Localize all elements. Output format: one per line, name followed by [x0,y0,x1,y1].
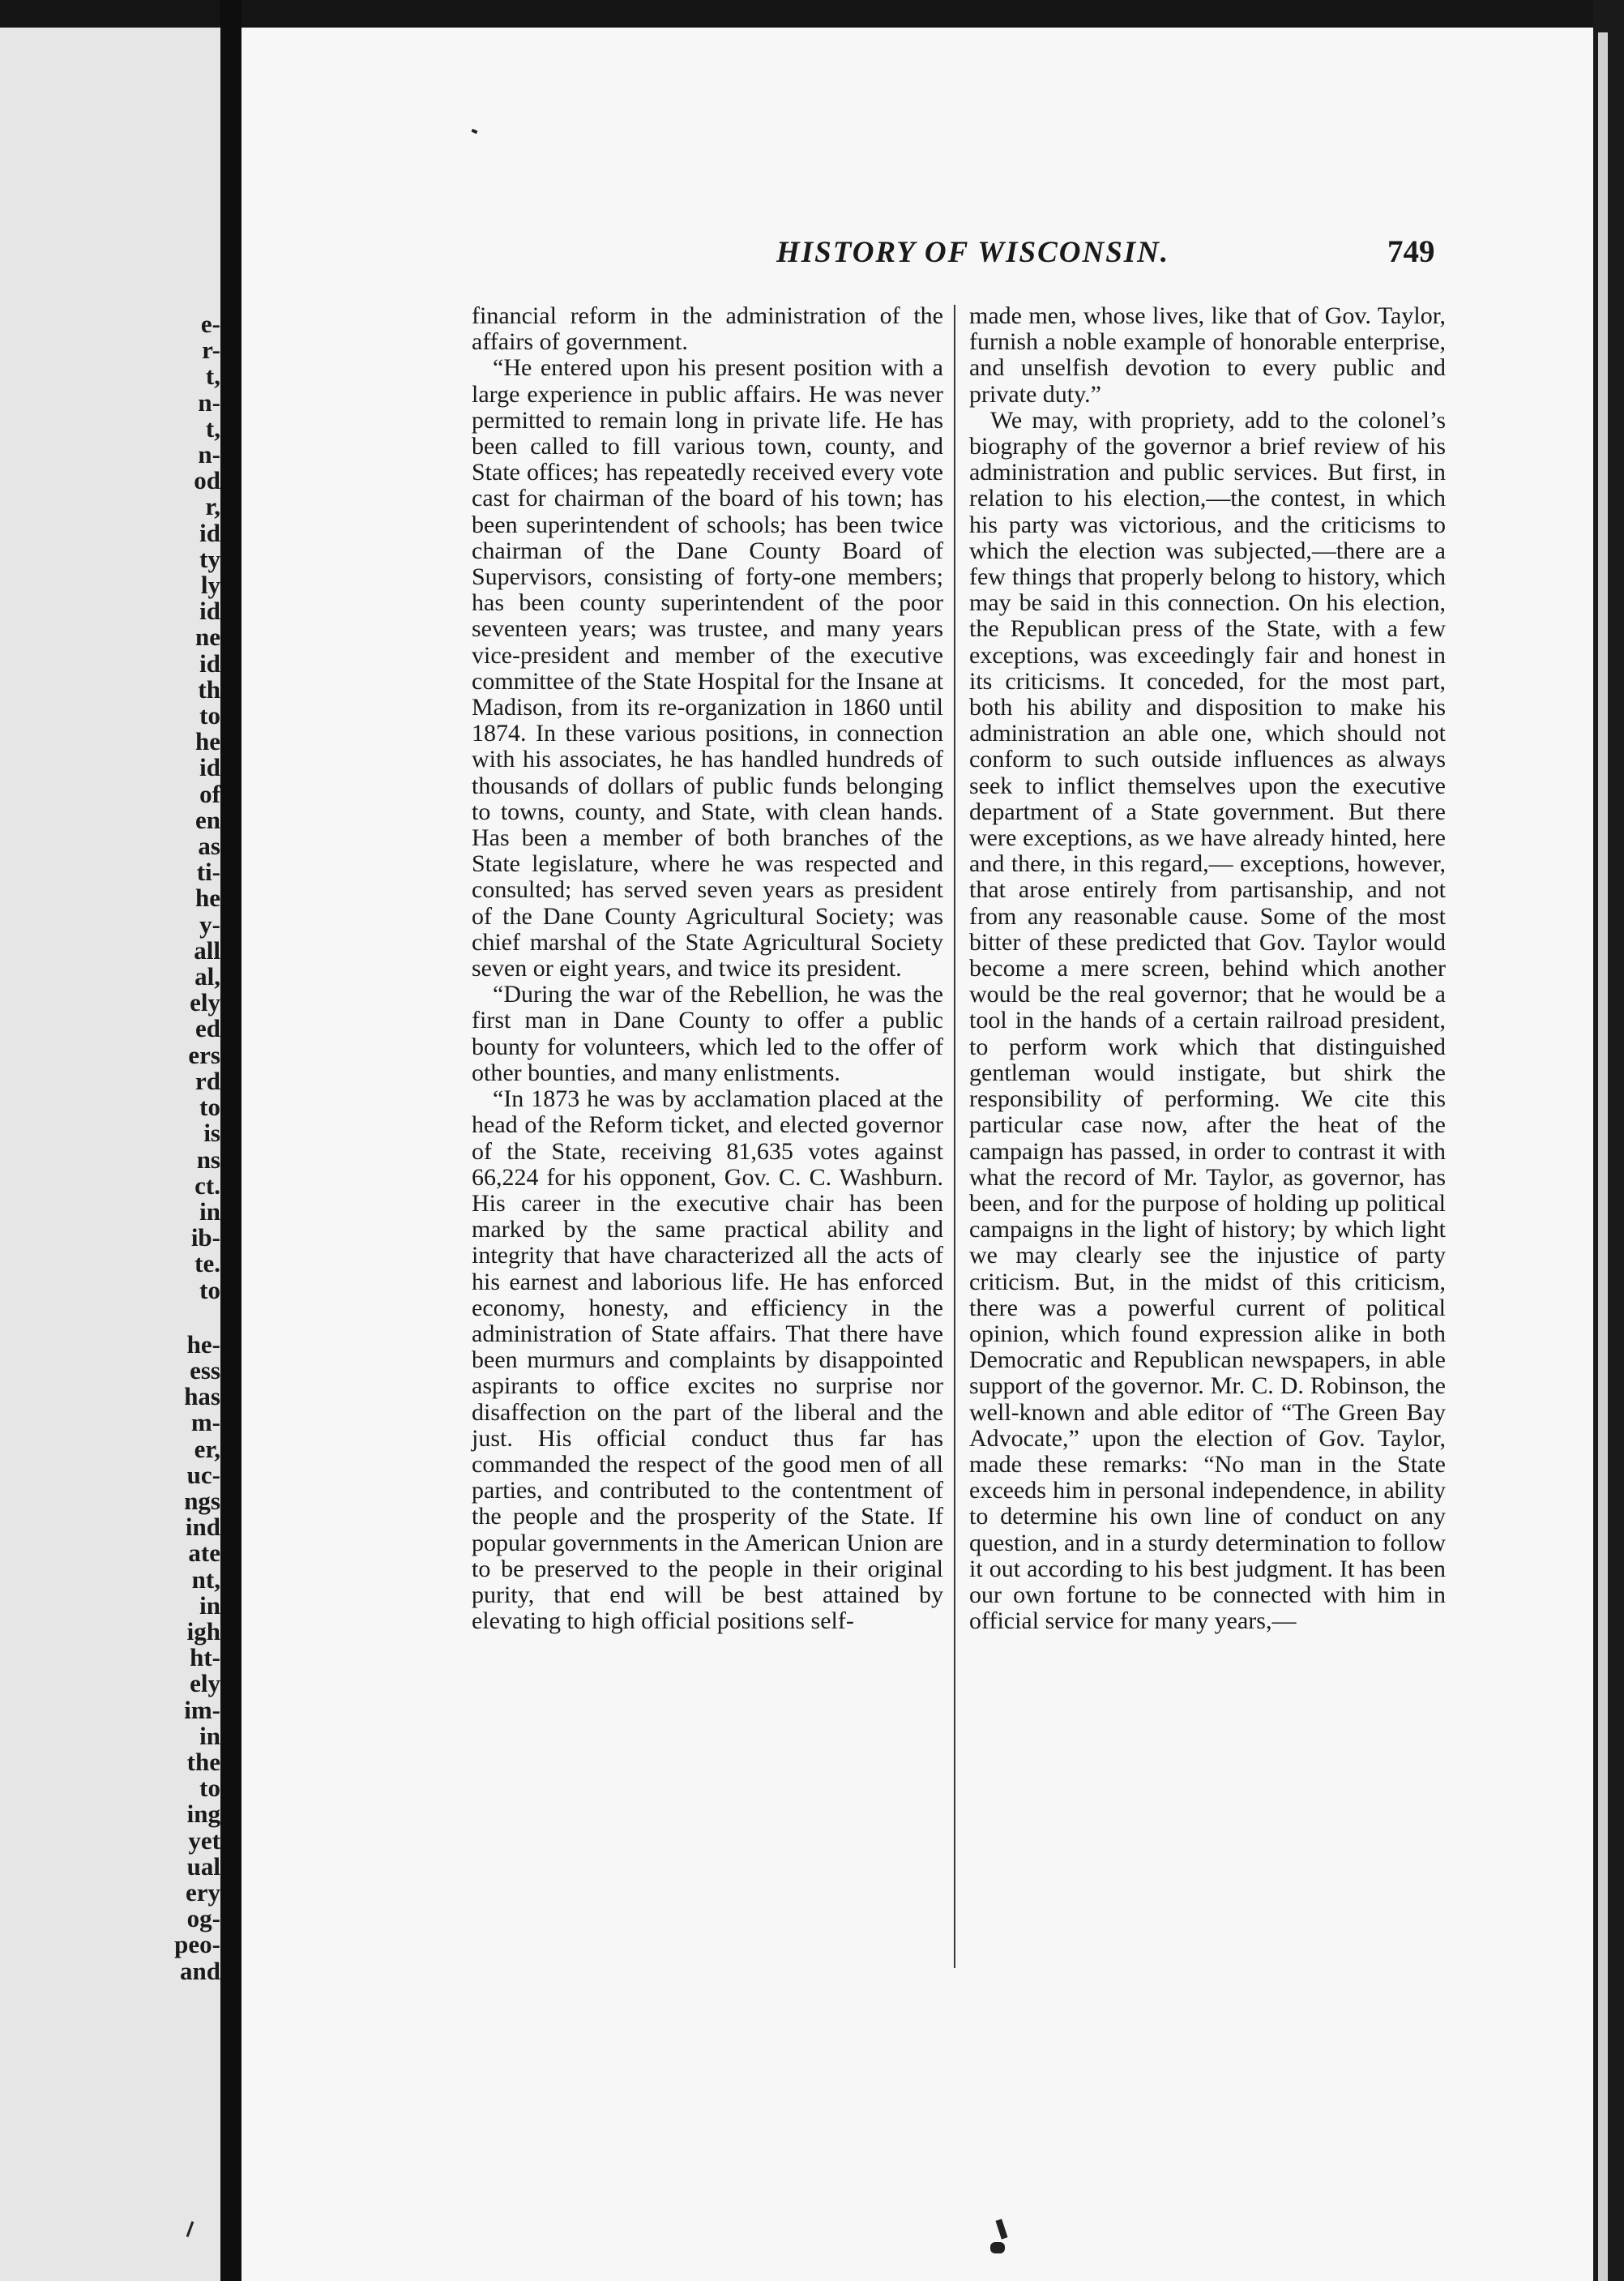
left-page-fragment: has [184,1382,220,1411]
left-page-fragment: of [199,779,220,808]
left-page-fragment: id [199,597,220,626]
paragraph: financial reform in the administration of the affairs of government. [472,302,943,356]
left-page-fragment: ers [188,1040,220,1069]
left-page-fragment: t, [205,413,220,443]
left-page-fragment: ely [190,988,220,1017]
running-head-title: HISTORY OF WISCONSIN. [776,236,1170,269]
left-page-fragment: n- [198,440,220,469]
page-edge-strip [1598,32,1608,2281]
left-page-fragment: ess [190,1355,220,1384]
left-page-fragment: er, [194,1434,220,1463]
left-page-fragment: ne [195,623,220,652]
paragraph: “During the war of the Rebellion, he was the first man in Dane County to offer a public bounty for volunteers, which led to the offer of other bounties, and many enlistments. [472,981,943,1086]
left-page-fragment: to [199,1774,220,1803]
left-page-fragment: og- [186,1904,220,1933]
text-column-right [969,303,1446,1634]
left-page-fragment: e- [200,310,220,338]
left-page-fragment: ery [185,1877,220,1907]
paragraph: “He entered upon his present position with a large experience in public affairs. He was never permitted to remain long in private life. He has been called to fill various town, county, and State offices; has repeatedly received every vote cast for chairman of the board of his town; has been superintendent of schools; has been twice chairman of the Dane County Board of Supervisors, consisting of forty-one members; has been county superintendent of the poor seventeen years; was trustee, and many years vice-president and member of the executive committee of the State Hospital for the Insane at Madison, from its re-organization in 1860 until 1874. In these various positions, in connection with his associates, he has handled hundreds of thousands of dollars of public funds belonging to towns, county, and State, with clean hands. Has been a member of both branches of the State legislature, where he was respected and consulted; has served seven years as president of the Dane County Agricultural Society; was chief marshal of the State Agricultural Society seven or eight years, and twice its president. [472,354,943,982]
left-page-fragment: t, [205,362,220,391]
left-page-fragment: in [199,1196,220,1226]
scan-top-border [0,0,1624,28]
left-page-line-fragments [169,311,220,1984]
adjacent-left-page [0,28,220,2281]
left-page-fragment: od [194,466,220,495]
paragraph: We may, with propriety, add to the colonel’s biography of the governor a brief review of his administration and public services. But first, in relation to his election,—the contest, in which his party was victorious, and the criticisms to which the election was subjected,—there are a few things that properly belong to history, which may be said in this connection. On his election, the Republican press of the State, with a few exceptions, was exceedingly fair and honest in its criticisms. It conceded, for the most part, both his ability and disposition to make his administration an able one, which should not conform to such outside influences as always seek to inflict themselves upon the executive department of a State government. But there were exceptions, as we have already hinted, here and there, in this regard,— exceptions, however, that arose entirely from partisanship, and not from any reasonable cause. Some of the most bitter of these predicted that Gov. Taylor would become a mere screen, behind which another would be the real governor; that he would be a tool in the hands of a certain railroad president, to perform work which that distinguished gentleman would instigate, but shirk the responsibility of performing. We cite this particular case now, after the heat of the campaign has passed, in order to contrast it with what the record of Mr. Taylor, as governor, has been, and for the purpose of holding up political campaigns in the light of history; by which light we may clearly see the injustice of party criticism. But, in the midst of this criticism, there was a powerful current of political opinion, which found expression alike in both Democratic and Republican newspapers, in able support of the governor. Mr. C. D. Robinson, the well-known and able editor of “The Green Bay Advocate,” upon the election of Gov. Taylor, made these remarks: “No man in the State exceeds him in personal independence, in ability to determine his own line of conduct on any question, and in a sturdy determination to follow it out according to his best judgment. It has been our own fortune to be connected with him in official service for many years,— [969,406,1446,1635]
left-page-fragment: nt, [191,1564,220,1594]
left-page-fragment: and [180,1956,220,1985]
text-column-left [472,303,943,1634]
left-page-fragment: al, [194,962,220,991]
left-page-fragment: to [199,1093,220,1122]
left-page-fragment: r- [202,336,220,365]
page-number: 749 [1387,234,1435,269]
left-page-fragment: igh [186,1616,220,1645]
left-page-fragment: im- [184,1695,220,1724]
left-page-fragment: the [186,1747,220,1776]
left-page-fragment: ely [190,1669,220,1698]
left-page-fragment: ing [186,1800,220,1829]
left-page-fragment: ly [200,571,220,600]
paragraph: made men, whose lives, like that of Gov. Taylor, furnish a noble example of honorable enterprise, and unselfish devotion to every public and private duty.” [969,302,1446,408]
left-page-fragment: ind [185,1513,220,1542]
left-page-fragment: id [199,753,220,782]
left-page-fragment: id [199,648,220,678]
left-page-fragment: te. [194,1249,220,1278]
left-page-fragment: yet [188,1825,220,1855]
left-page-fragment: id [199,518,220,547]
left-page-fragment: ed [195,1014,220,1043]
left-page-fragment: he [195,884,220,913]
left-page-fragment: n- [198,387,220,417]
left-page-fragment: in [199,1721,220,1750]
left-page-fragment: m- [190,1408,220,1437]
left-page-fragment: as [198,832,220,861]
left-page-fragment: ib- [190,1223,220,1252]
left-page-fragment: en [195,805,220,834]
left-page-fragment: to [199,1275,220,1304]
left-page-fragment: is [203,1119,220,1148]
left-page-fragment: uc- [186,1460,220,1489]
left-page-fragment: ual [186,1851,220,1881]
left-page-fragment: ty [199,544,220,573]
left-page-fragment: to [199,701,220,730]
left-page-fragment: he [195,727,220,756]
left-page-fragment: ct. [194,1170,220,1200]
left-page-fragment: all [194,935,220,965]
left-page-fragment: ti- [196,858,220,887]
left-page-fragment: r, [205,492,220,521]
left-page-fragment: in [199,1590,220,1620]
left-page-fragment: ns [196,1145,220,1174]
book-gutter-shadow [220,0,241,2281]
paragraph: “In 1873 he was by acclamation placed at the head of the Reform ticket, and elected governor of the State, receiving 81,635 votes against 66,224 for his opponent, Gov. C. C. Washburn. His career in the executive chair has been marked by the same practical ability and integrity that have characterized all the acts of his earnest and laborious life. He has enforced economy, honesty, and efficiency in the administration of State affairs. That there have been murmurs and complaints by disappointed aspirants to office excites no surprise nor disaffection on the part of the liberal and the just. His official conduct thus far has commanded the respect of the good men of all parties, and contributed to the contentment of the people and the prosperity of the State. If popular governments in the American Union are to be preserved to the people in their original purity, that end will be best attained by elevating to high official positions self- [472,1085,943,1635]
scan-speck [990,2242,1005,2253]
left-page-fragment: y- [199,909,220,939]
column-divider-rule [954,305,955,1968]
left-page-fragment: rd [195,1066,220,1095]
left-page-fragment: he- [186,1329,220,1359]
left-page-fragment: th [198,674,220,704]
left-page-fragment: peo- [174,1930,220,1959]
left-page-fragment: ngs [184,1486,220,1515]
paragraph-gap [169,1303,220,1332]
left-page-fragment: ate [188,1538,220,1568]
left-page-fragment: ht- [190,1643,220,1672]
